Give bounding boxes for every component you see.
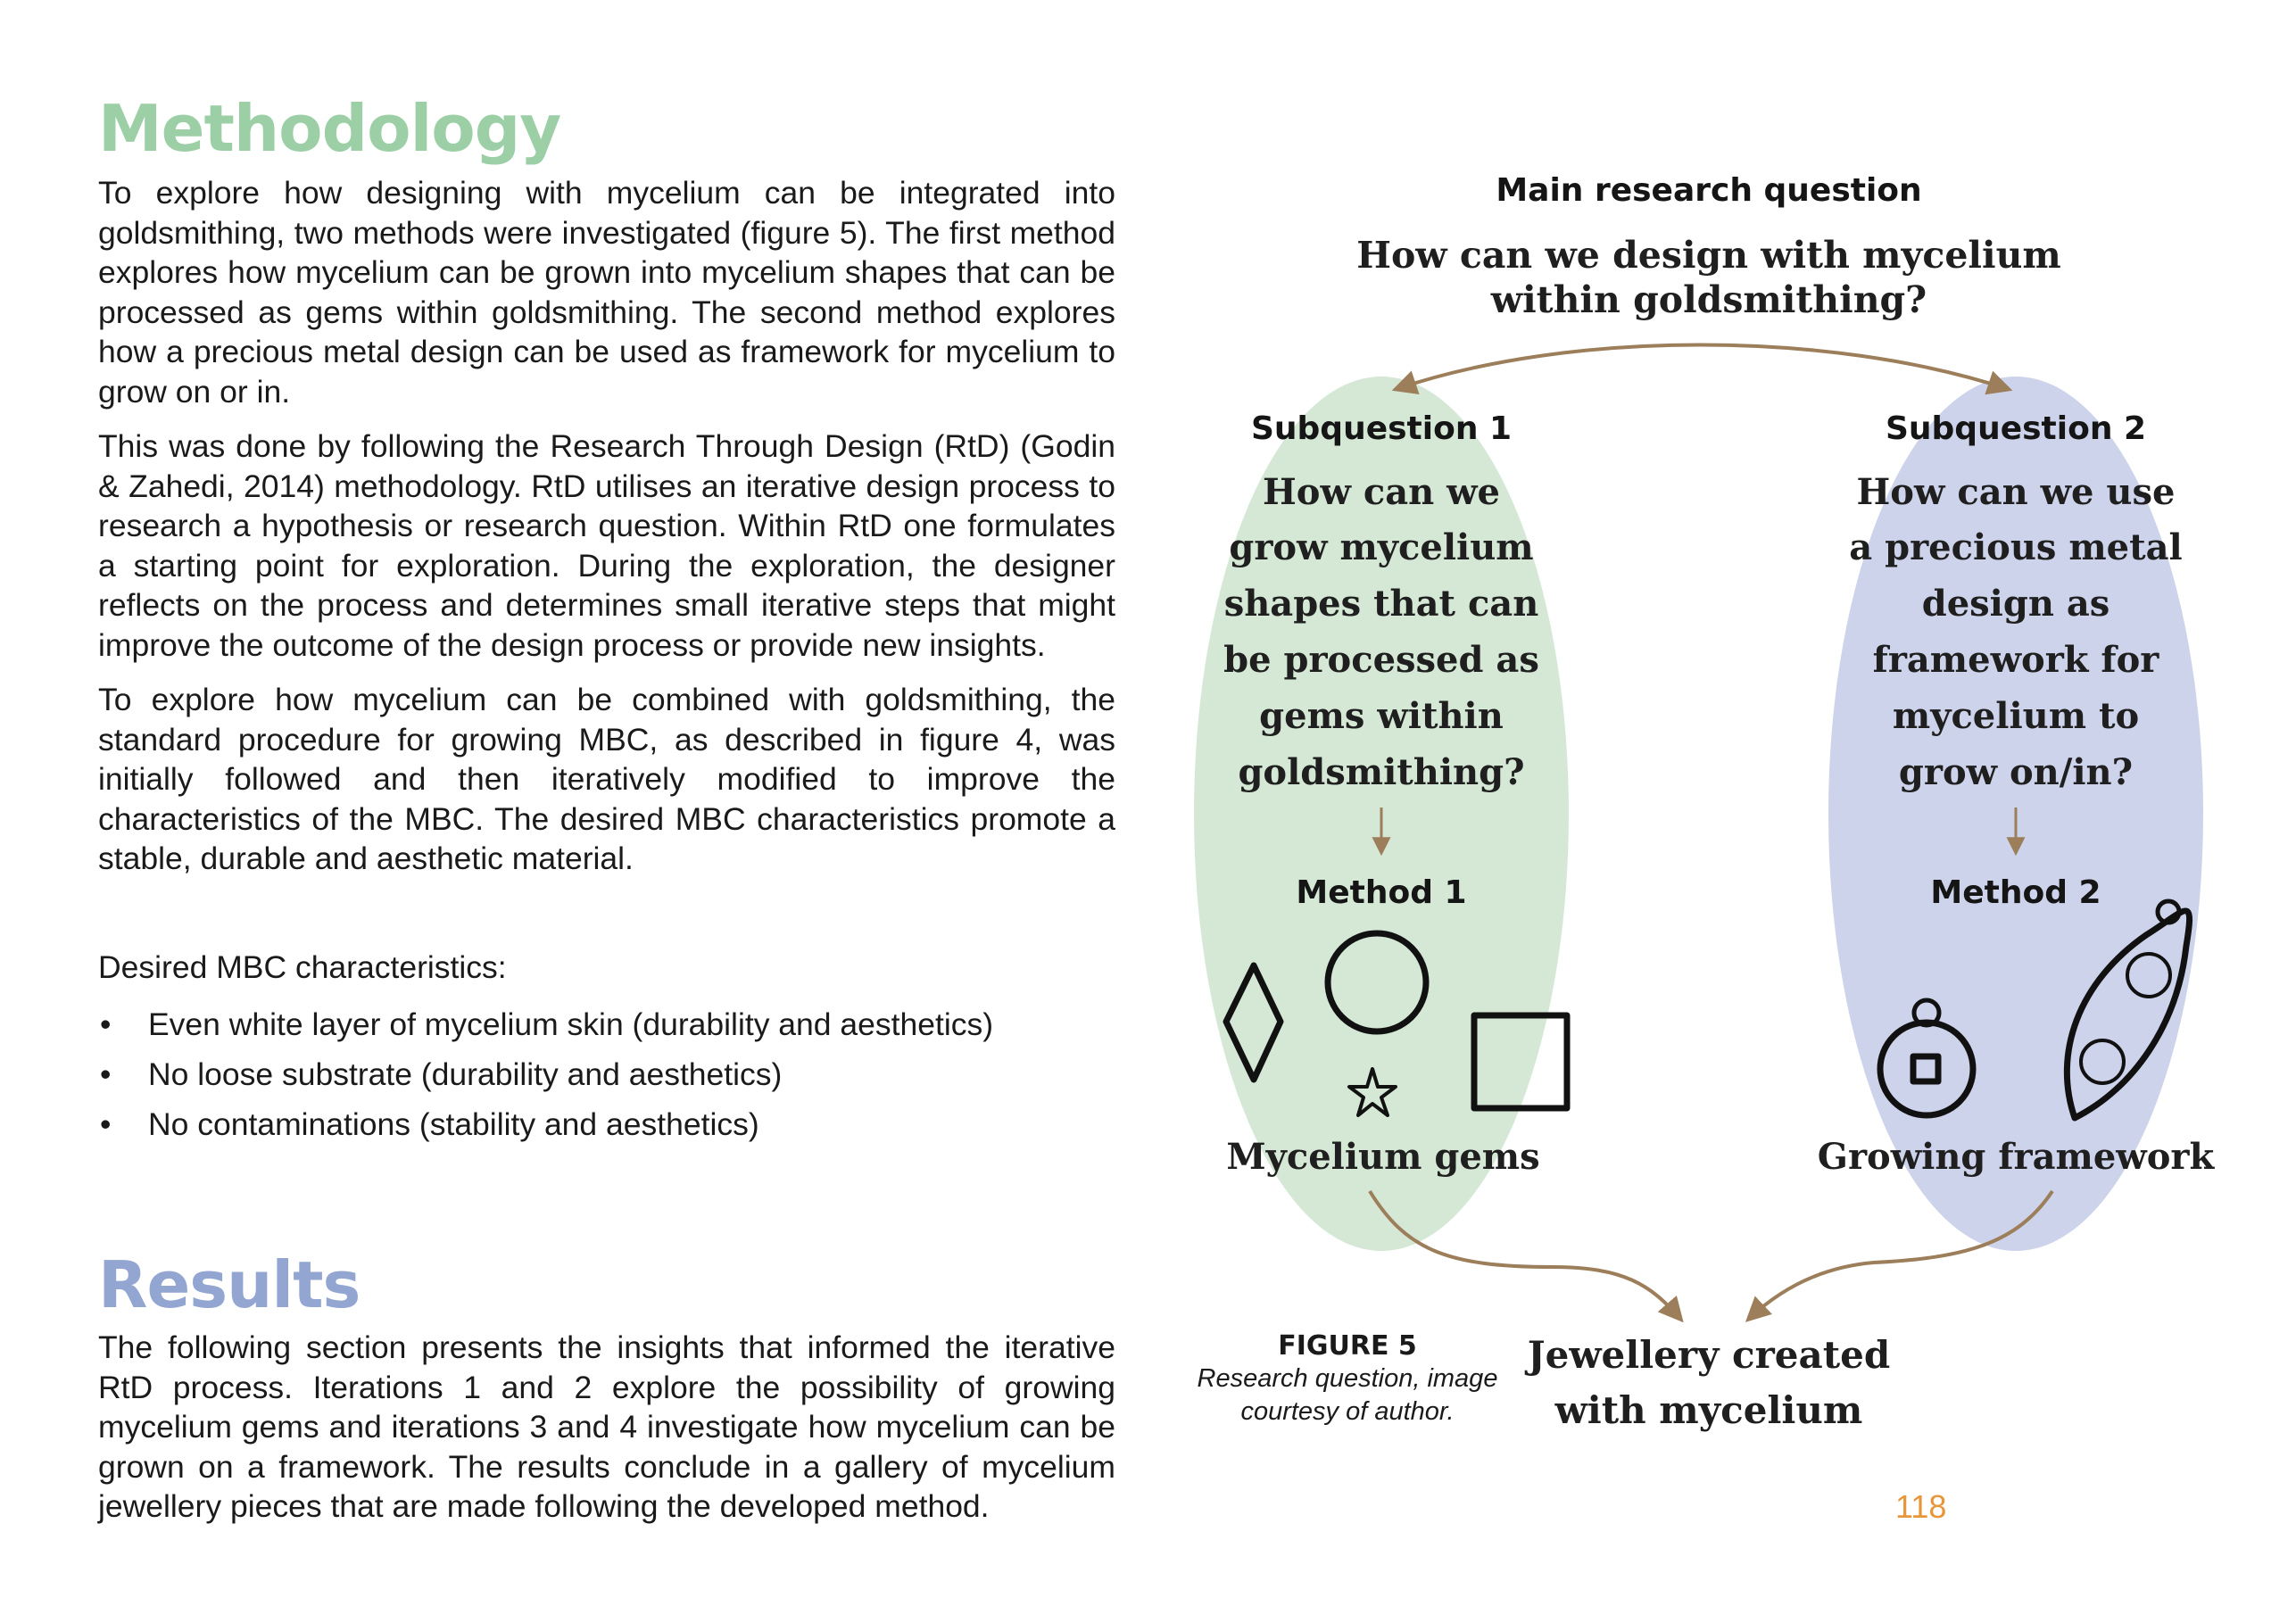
subquestion2-line-3: design as [1921,583,2110,625]
figure-caption-text: Research question, image courtesy of author. [1197,1364,1498,1426]
subquestion1-line-4: be processed as [1223,639,1539,681]
result-line-2: with mycelium [1554,1388,1863,1432]
subquestion2-line-1: How can we use [1856,471,2176,513]
methodology-paragraph-3: To explore how mycelium can be combined with goldsmithing, the standard procedure for growing MBC, as described in figure 4, was initially followed and then iteratively modified to improve the characteristics of the MBC. The desired MBC characteristics promote a stable, durable and aesthetic material. [98,682,1115,877]
subquestion1-line-6: goldsmithing? [1238,751,1525,793]
bullet-icon: • [100,1056,112,1092]
list-item-text: No contaminations (stability and aesthetics) [148,1106,759,1142]
bullet-icon: • [100,1006,112,1042]
subquestion1-line-3: shapes that can [1223,583,1539,625]
figure-caption-title: FIGURE 5 [1278,1330,1417,1362]
method2-caption: Growing framework [1817,1136,2215,1178]
subquestion2-label: Subquestion 2 [1885,410,2147,447]
subquestion2-line-5: mycelium to [1892,695,2140,737]
subquestion1-line-1: How can we [1263,471,1500,513]
subquestion1-line-5: gems within [1259,695,1504,737]
main-question-label: Main research question [1496,172,1922,209]
subquestion1-label: Subquestion 1 [1250,410,1513,447]
method1-label: Method 1 [1296,874,1467,911]
bullet-icon: • [100,1106,112,1142]
methodology-paragraph-1: To explore how designing with mycelium can be integrated into goldsmithing, two methods were investigated (figure 5). The first method explores how mycelium can be grown into mycelium shapes that can be processed as gems within goldsmithing. The second method explores how a precious metal design can be used as framework for mycelium to grow on or in. [98,175,1115,410]
result-line-1: Jewellery created [1527,1333,1891,1377]
main-question-line-1: How can we design with mycelium [1356,234,2061,277]
subquestion2-line-4: framework for [1872,639,2159,681]
methodology-heading: Methodology [98,91,561,166]
method1-caption: Mycelium gems [1226,1136,1540,1178]
split-arrow [1397,345,2008,390]
results-paragraph: The following section presents the insights that informed the iterative RtD process. Iterations 1 and 2 explore the possibility of growing mycelium gems and iterations 3 and 4 investigate how mycelium can be grown on a framework. The results conclude in a gallery of mycelium jewellery pieces that are made following the developed method. [98,1329,1115,1525]
method2-label: Method 2 [1930,874,2101,911]
subquestion2-line-6: grow on/in? [1898,751,2134,793]
subquestion2-line-2: a precious metal [1849,526,2183,568]
methodology-paragraph-2: This was done by following the Research Through Design (RtD) (Godin & Zahedi, 2014) methodology. RtD utilises an iterative design process to research a hypothesis or research question. Within RtD one formulates a starting point for exploration. During the exploration, the designer reflects on the process and determines small iterative steps that might improve the outcome of the design process or provide new insights. [98,428,1115,663]
figure-caption [1196,1329,1499,1428]
list-item-text: Even white layer of mycelium skin (durability and aesthetics) [148,1006,994,1042]
list-item-text: No loose substrate (durability and aesthetics) [148,1056,783,1092]
page-number: 118 [1895,1488,1947,1525]
desired-characteristics-label: Desired MBC characteristics: [98,949,507,985]
results-heading: Results [98,1247,361,1322]
main-question-line-2: within goldsmithing? [1490,278,1927,321]
subquestion1-line-2: grow mycelium [1229,526,1534,568]
